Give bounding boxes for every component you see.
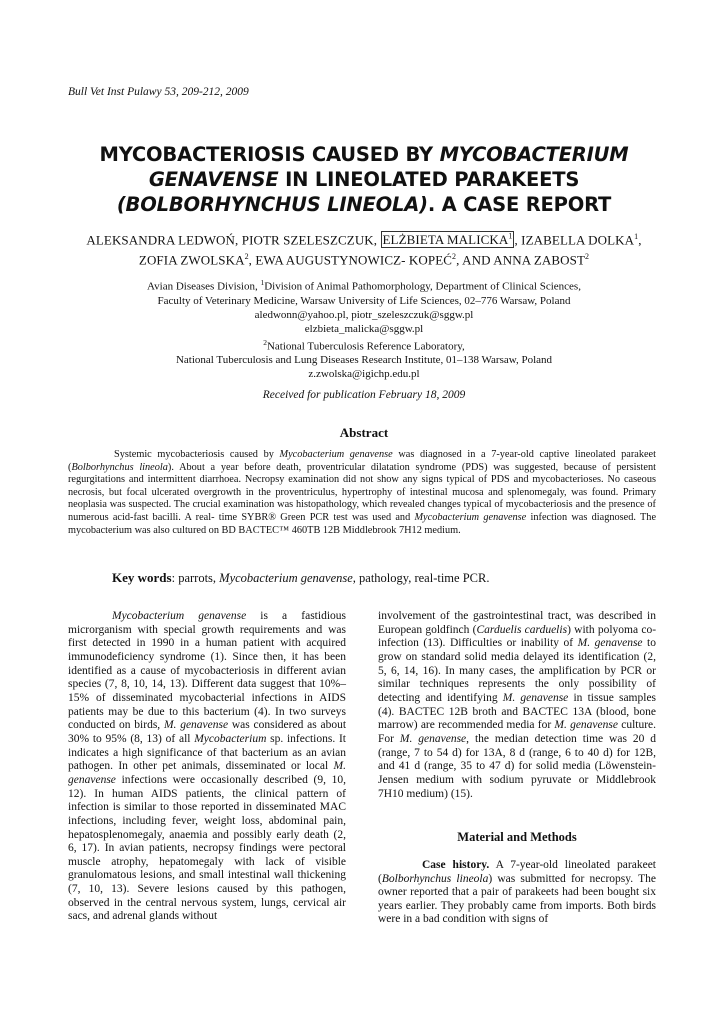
author-name: , EWA AUGUSTYNOWICZ- KOPEĆ bbox=[248, 252, 453, 268]
species-name: Bolborhynchus lineola bbox=[71, 461, 168, 473]
species-name: M. genavense bbox=[163, 719, 229, 732]
keywords bbox=[112, 570, 672, 586]
text: Systemic mycobacteriosis caused by bbox=[114, 449, 274, 460]
affiliation-marker: 2 bbox=[584, 252, 590, 262]
received-date: Received for publication February 18, 2009 bbox=[262, 389, 466, 401]
text: was diagnosed in a 7-year-old captive lineolated parakeet ( bbox=[68, 449, 656, 473]
journal-citation: Bull Vet Inst Pulawy 53, 209-212, 2009 bbox=[68, 86, 249, 98]
species-name: Mycobacterium genavense bbox=[112, 610, 247, 622]
author-list bbox=[60, 228, 668, 269]
text: ) with polyoma co- infection (13). Difficulties or inability of bbox=[378, 623, 657, 650]
text: culture. For bbox=[378, 719, 657, 745]
affiliation-marker: 2 bbox=[263, 337, 267, 347]
affiliation-text: Avian Diseases Division, bbox=[147, 280, 258, 293]
affiliation-marker: 1 bbox=[260, 278, 265, 287]
affiliation-marker: 1 bbox=[508, 232, 513, 241]
highlighted-author[interactable] bbox=[381, 231, 515, 248]
text: was considered as about 30% to 95% (8, 13) of all bbox=[68, 719, 347, 745]
species-name: M. genavense bbox=[502, 691, 569, 704]
body-paragraph bbox=[378, 859, 656, 927]
separator: , bbox=[638, 232, 642, 248]
species-name: Mycobacterium genavense bbox=[279, 449, 393, 460]
keywords-label: Key words bbox=[112, 570, 172, 585]
affiliation-marker: 1 bbox=[634, 232, 639, 241]
author-names: ALEKSANDRA LEDWOŃ, PIOTR SZELESZCZUK, bbox=[86, 232, 378, 248]
species-name: Mycobacterium bbox=[194, 732, 267, 745]
run-in-heading: Case history. bbox=[422, 858, 490, 871]
text: infections were occasionally described (9, 10, 12). In human AIDS patients, the clinical pattern of infection is similar to those reported in disseminated MAC infections, including fever, weight loss, abdominal pain, hepatosplenomegaly, anaemia and possibly early death (2, 6, 17). In avian patients, necropsy findings were pectoral muscle atrophy, hepatomegaly with lack of visible granulomatous lesions, and small intestinal wall thickening (7, 10, 13). Severe lesions caused by this pathogen, observed in the central nervous system, lungs, cervical air sacs, and adrenal glands without bbox=[68, 773, 346, 923]
species-name: M. genavense bbox=[577, 637, 643, 650]
text: pathology, real-time PCR. bbox=[359, 571, 490, 585]
text: involvement of the gastrointestinal tract, was described in European goldfinch ( bbox=[378, 610, 656, 636]
text: , the median detection time was 20 d (range, 7 to 54 d) for 13A, 8 d (range, 6 to 40 d) for 12B, and 41 d (range, 35 to 47 d) for solid media (Löwenstein-Jensen medium with sodium pyruvate or Middlebrook 7H10 medium) (15). bbox=[378, 732, 656, 800]
text: ). About a year before death, proventricular dilatation syndrome (PDS) was suggested, because of persistent regurgitations and intermittent diarrhoea. Necropsy examination did not show any signs typical of PDS and mycobacterioses. No caseous necrosis, but focal ulcerated overgrowth in the proventriculus, hypertrophy of intestinal mucosa and splenomegaly, was found. Primary neoplasia was suspected. The crucial examination was histopathology, which revealed changes typical of mycobacteriosis and the presence of numerous acid-fast bacilli. A real- time SYBR® Green PCR test was used and bbox=[68, 461, 656, 523]
affiliations bbox=[60, 276, 668, 381]
species-name: M. genavense bbox=[399, 732, 467, 745]
affiliation-marker: 2 bbox=[452, 252, 457, 262]
text: ) was submitted for necropsy. The owner reported that a pair of parakeets had been bought six years earlier. They probably came from imports. Both birds were in a bad condition with signs of bbox=[378, 872, 656, 926]
text: in tissue samples (4). BACTEC 12B broth and BACTEC 13A (blood, bone marrow) are recommended media for bbox=[378, 691, 657, 732]
abstract-body bbox=[68, 449, 656, 537]
author-name: , IZABELLA DOLKA bbox=[514, 232, 635, 248]
paper-title bbox=[60, 142, 668, 217]
affiliation-text: Faculty of Veterinary Medicine, Warsaw University of Life Sciences, 02–776 Warsaw, Poland bbox=[157, 294, 571, 307]
text: to grow on standard solid media delayed its identification (2, 5, 6, 14, 16). In many cases, the amplification by PCR or similar techniques represents the only possibility of detecting and identifying bbox=[378, 637, 656, 704]
species-name: Bolborhynchus lineola bbox=[381, 872, 489, 885]
title-text: MYCOBACTERIOSIS CAUSED BY bbox=[99, 143, 433, 166]
author-name: ELŻBIETA MALICKA bbox=[382, 232, 509, 248]
text: is a fastidious microrganism with special growth requirements and was first detected in 1990 in a human patient with acquired immunodeficiency syndrome (1). Since then, it has been identified as a cause of mycobacteriosis in different avian species (7, 8, 10, 14, 13). Different data suggest that 10%–15% of disseminated mycobacterial infections in AIDS patients may be due to this bacterium (4). In two surveys conducted on birds, bbox=[68, 610, 346, 732]
author-name: ZOFIA ZWOLSKA bbox=[138, 252, 245, 268]
species-name: M. genavense bbox=[68, 760, 346, 786]
species-name: Mycobacterium genavense bbox=[414, 511, 527, 523]
body-column-right bbox=[378, 610, 656, 927]
affiliation-marker: 2 bbox=[244, 252, 249, 262]
email-link[interactable]: aledwonn@yahoo.pl, piotr_szeleszczuk@sggw.pl bbox=[254, 308, 474, 321]
title-italic: (BOLBORHYNCHUS LINEOLA) bbox=[116, 193, 428, 216]
body-paragraph bbox=[68, 610, 346, 924]
species-name: Mycobacterium genavense, bbox=[219, 571, 356, 585]
affiliation-text: Division of Animal Pathomorphology, Department of Clinical Sciences, bbox=[264, 280, 581, 293]
abstract-heading: Abstract bbox=[339, 425, 389, 440]
species-name: Carduelis carduelis bbox=[476, 623, 568, 636]
text: : parrots, bbox=[171, 571, 217, 585]
text: A 7-year-old lineolated parakeet ( bbox=[378, 858, 657, 885]
title-italic: MYCOBACTERIUM bbox=[439, 143, 629, 166]
title-text: IN LINEOLATED PARAKEETS bbox=[285, 168, 580, 191]
title-text: . A CASE REPORT bbox=[427, 193, 612, 216]
text: infection was diagnosed. The mycobacterium was also cultured on BD BACTEC™ 460TB 12B Middlebrook 7H12 medium. bbox=[68, 511, 657, 536]
author-name: , AND ANNA ZABOST bbox=[456, 252, 585, 268]
species-name: M. genavense bbox=[554, 719, 618, 732]
email-link[interactable]: elzbieta_malicka@sggw.pl bbox=[304, 322, 424, 335]
body-paragraph bbox=[378, 610, 656, 801]
email-link[interactable]: z.zwolska@igichp.edu.pl bbox=[308, 368, 420, 381]
title-italic: GENAVENSE bbox=[148, 168, 279, 191]
body-column-left bbox=[68, 610, 346, 924]
abstract-paragraph bbox=[68, 449, 656, 537]
affiliation-text: National Tuberculosis and Lung Diseases Research Institute, 01–138 Warsaw, Poland bbox=[175, 354, 553, 367]
text: sp. infections. It indicates a high significance of that bacterium as an avian pathogen. In other pet animals, disseminated or local bbox=[68, 732, 346, 773]
affiliation-text: National Tuberculosis Reference Laboratory, bbox=[266, 340, 465, 353]
section-heading: Material and Methods bbox=[457, 830, 577, 845]
